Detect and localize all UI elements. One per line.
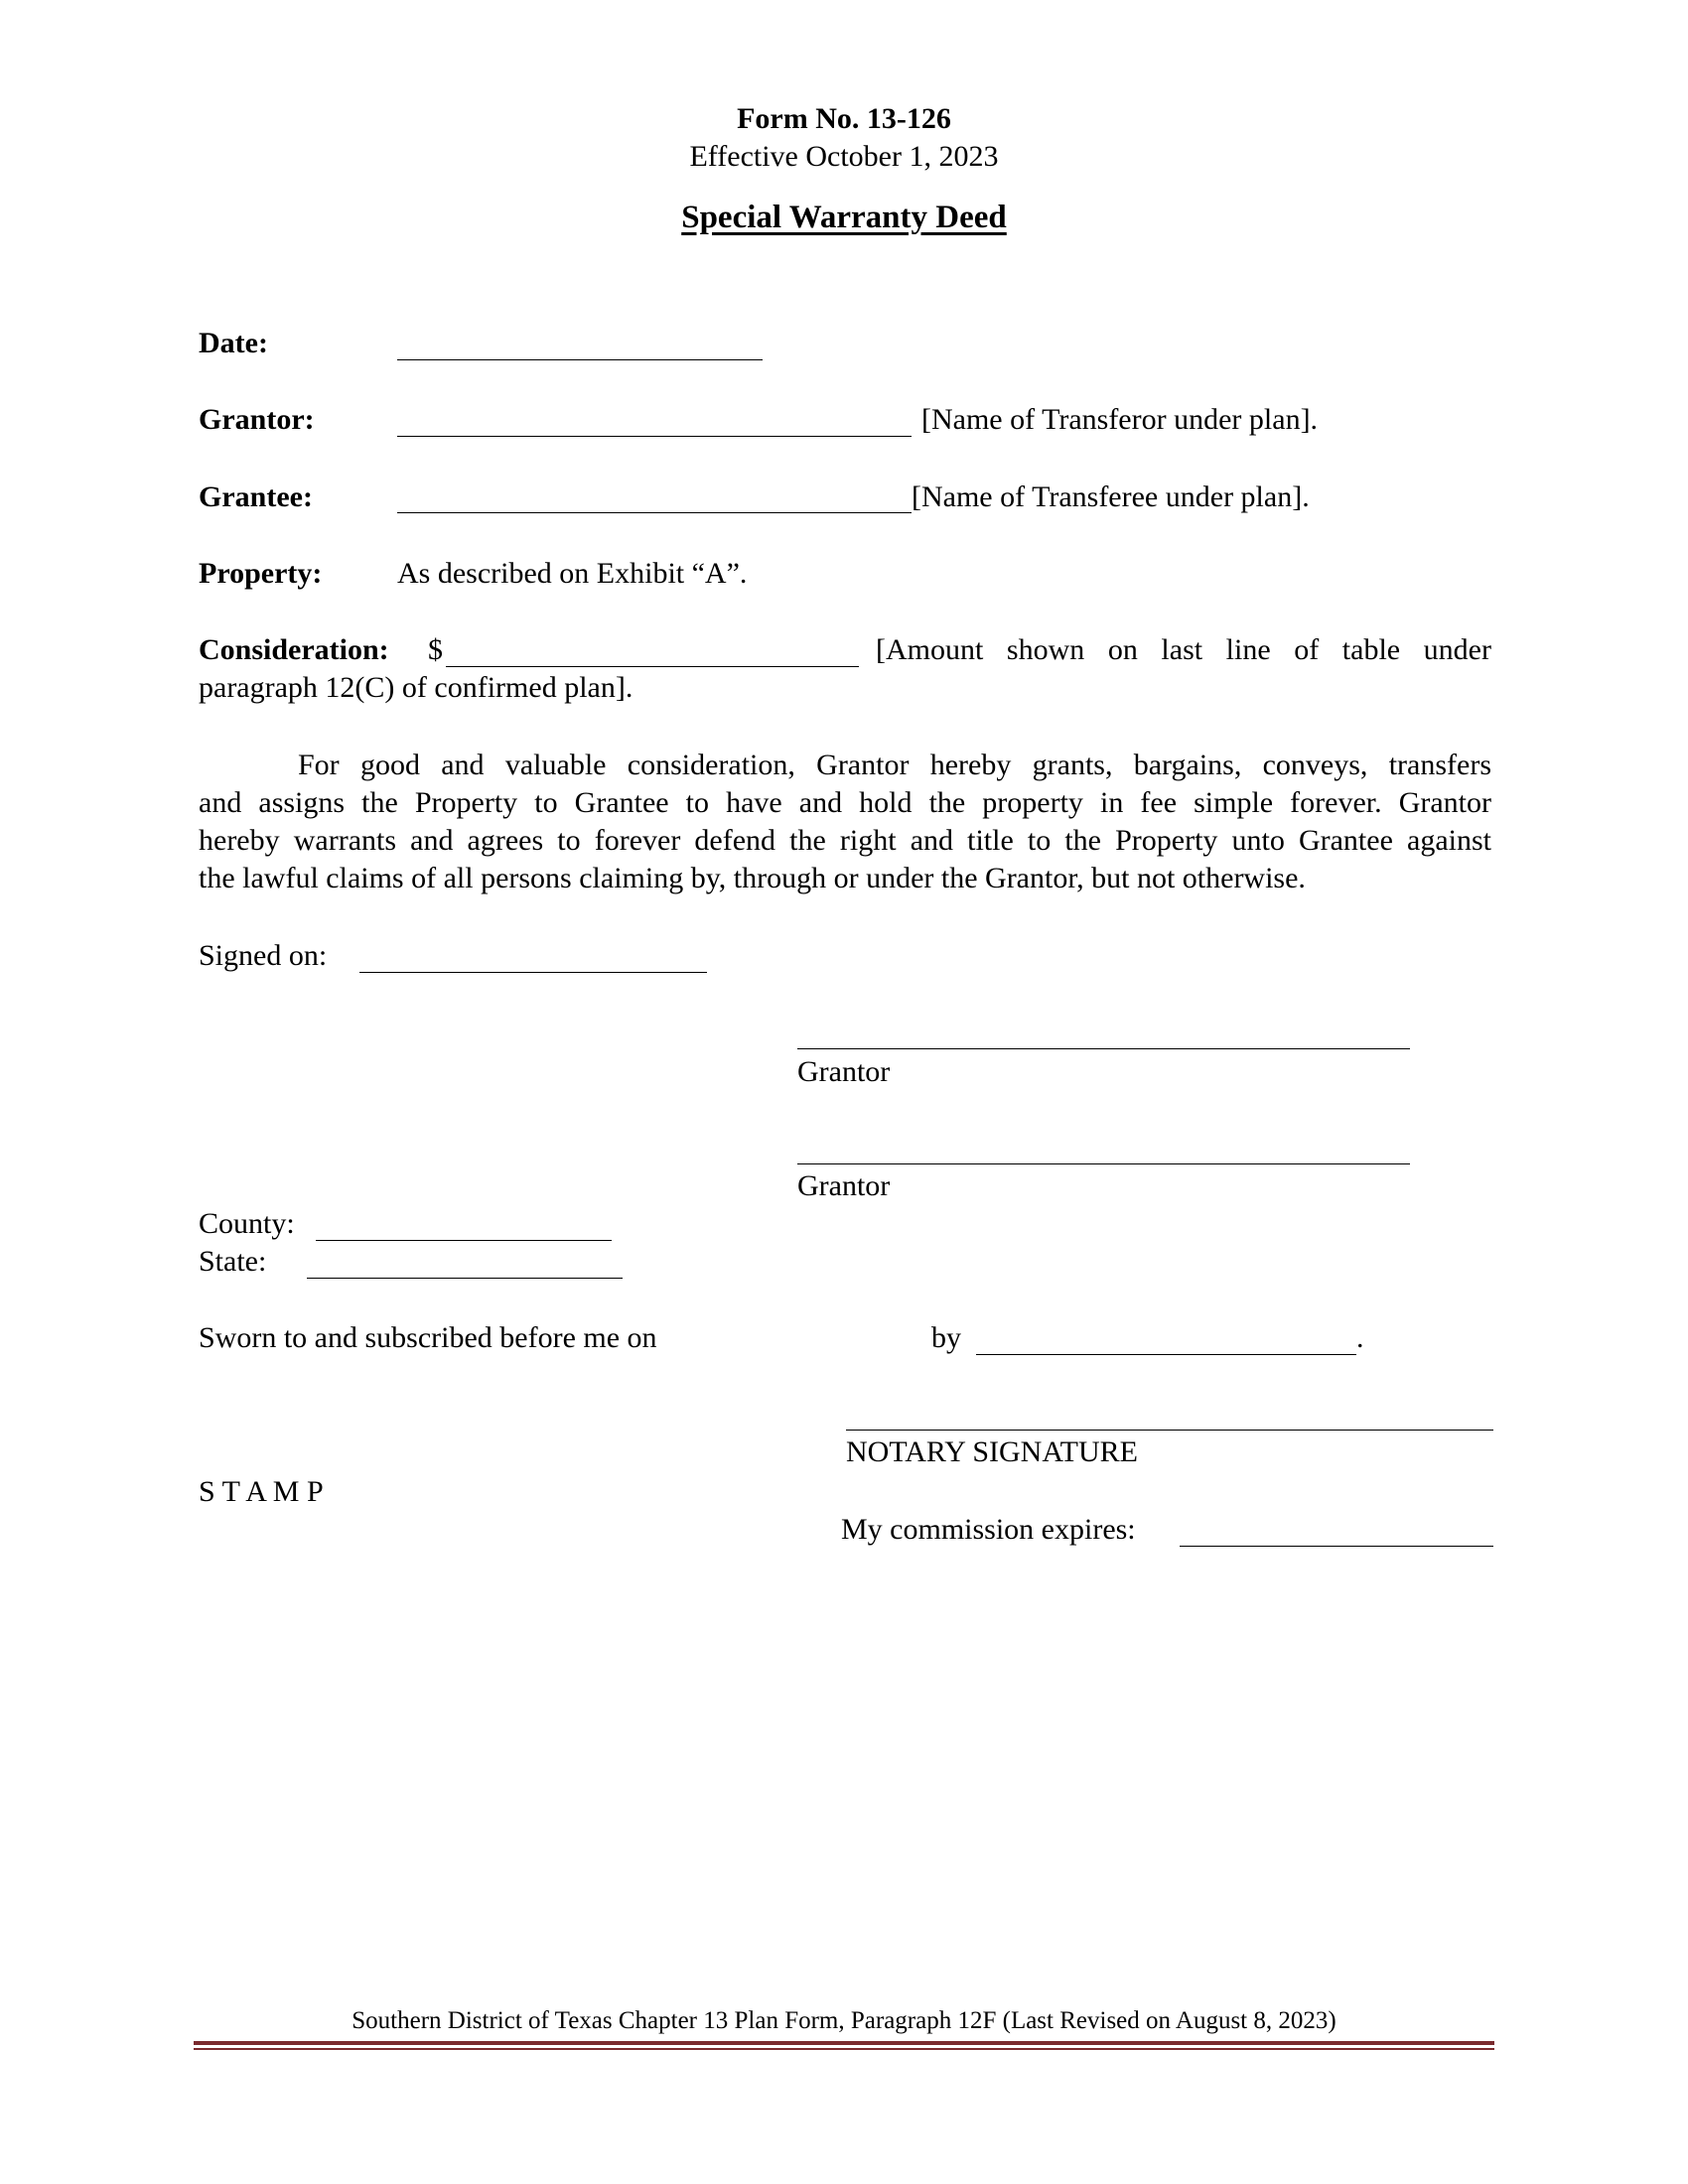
consideration-label: Consideration: bbox=[199, 633, 389, 666]
notary-signature-line[interactable] bbox=[846, 1430, 1493, 1431]
document-title: Special Warranty Deed bbox=[681, 200, 1007, 235]
consideration-amount-blank[interactable] bbox=[446, 666, 859, 667]
effective-date: Effective October 1, 2023 bbox=[689, 140, 999, 173]
consideration-note-line-2: paragraph 12(C) of confirmed plan]. bbox=[199, 671, 633, 704]
grantor-signature-label-2: Grantor bbox=[797, 1169, 891, 1202]
date-label: Date: bbox=[199, 327, 268, 359]
grantee-name-blank[interactable] bbox=[397, 512, 912, 513]
footer-rule-thick bbox=[194, 2041, 1494, 2045]
consideration-currency: $ bbox=[428, 633, 443, 666]
sworn-by-blank[interactable] bbox=[976, 1354, 1356, 1355]
sworn-by-label: by bbox=[931, 1321, 961, 1354]
notary-signature-label: NOTARY SIGNATURE bbox=[846, 1435, 1138, 1468]
consideration-note-line-1: [Amount shown on last line of table under bbox=[876, 633, 1491, 666]
body-line-4: the lawful claims of all persons claiming by, through or under the Grantor, but not otherwise. bbox=[199, 862, 1306, 894]
state-label: State: bbox=[199, 1245, 267, 1278]
property-value: As described on Exhibit “A”. bbox=[397, 557, 748, 590]
grantor-note: [Name of Transferor under plan]. bbox=[921, 403, 1319, 436]
body-line-3: hereby warrants and agrees to forever defend the right and title to the Property unto Grantee against bbox=[199, 824, 1491, 857]
grantor-name-blank[interactable] bbox=[397, 436, 912, 437]
document-title-wrap bbox=[0, 199, 1688, 236]
sworn-text: Sworn to and subscribed before me on bbox=[199, 1321, 657, 1354]
grantor-signature-line-1[interactable] bbox=[797, 1048, 1410, 1049]
grantor-label: Grantor: bbox=[199, 403, 315, 436]
commission-label: My commission expires: bbox=[841, 1513, 1136, 1546]
body-line-2: and assigns the Property to Grantee to have and hold the property in fee simple forever. Grantor bbox=[199, 786, 1491, 819]
stamp-label: S T A M P bbox=[199, 1475, 324, 1508]
grantee-label: Grantee: bbox=[199, 480, 313, 513]
footer-rule-thin bbox=[194, 2048, 1494, 2050]
signed-on-label: Signed on: bbox=[199, 939, 328, 972]
state-blank[interactable] bbox=[307, 1278, 623, 1279]
date-blank[interactable] bbox=[397, 359, 763, 360]
county-blank[interactable] bbox=[316, 1240, 612, 1241]
signed-on-blank[interactable] bbox=[359, 972, 707, 973]
grantor-signature-label-1: Grantor bbox=[797, 1055, 891, 1088]
sworn-by-period: . bbox=[1356, 1321, 1364, 1354]
commission-expires-blank[interactable] bbox=[1180, 1546, 1493, 1547]
form-number: Form No. 13-126 bbox=[737, 102, 951, 135]
grantor-signature-line-2[interactable] bbox=[797, 1163, 1410, 1164]
grantee-note: [Name of Transferee under plan]. bbox=[912, 480, 1310, 513]
county-label: County: bbox=[199, 1207, 295, 1240]
property-label: Property: bbox=[199, 557, 323, 590]
footer-text: Southern District of Texas Chapter 13 Plan Form, Paragraph 12F (Last Revised on August 8, 2023) bbox=[352, 2007, 1336, 2034]
body-line-1: For good and valuable consideration, Grantor hereby grants, bargains, conveys, transfers bbox=[298, 749, 1491, 781]
